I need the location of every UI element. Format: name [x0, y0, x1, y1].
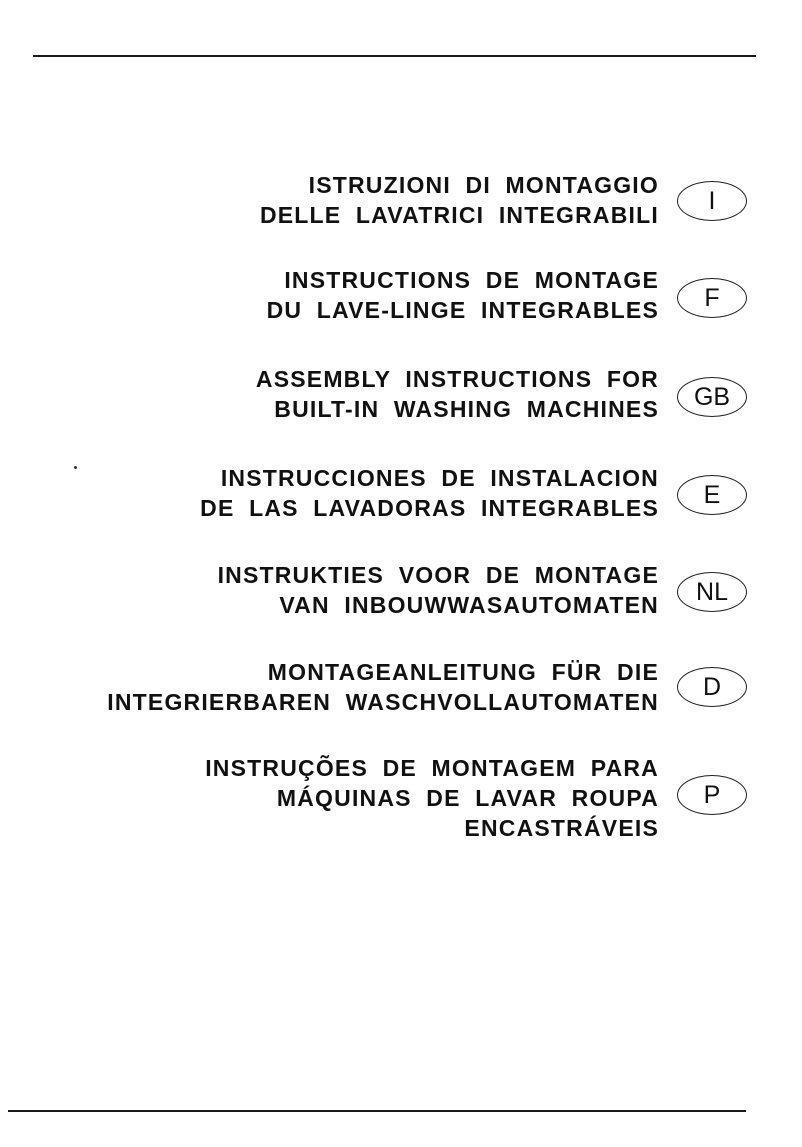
section-title-line: INTEGRIERBAREN WASCHVOLLAUTOMATEN: [107, 689, 659, 715]
section-title-line: INSTRUCCIONES DE INSTALACION: [220, 465, 659, 491]
section-title-line: INSTRUÇÕES DE MONTAGEM PARA: [205, 755, 659, 781]
language-badge-i: I: [677, 181, 747, 221]
section-french: [267, 265, 659, 325]
section-english: [256, 364, 659, 424]
section-title-line: ASSEMBLY INSTRUCTIONS FOR: [255, 366, 659, 392]
section-german: [107, 657, 659, 717]
top-rule: [33, 55, 756, 57]
section-title-line: INSTRUCTIONS DE MONTAGE: [284, 267, 659, 293]
section-title-line: DE LAS LAVADORAS INTEGRABLES: [200, 495, 659, 521]
section-title-line: BUILT-IN WASHING MACHINES: [274, 396, 659, 422]
language-badge-d: D: [677, 667, 747, 707]
section-title-line: INSTRUKTIES VOOR DE MONTAGE: [217, 562, 659, 588]
bottom-rule: [8, 1110, 746, 1112]
language-badge-f: F: [677, 278, 747, 318]
section-title-line: DU LAVE-LINGE INTEGRABLES: [266, 297, 659, 323]
section-spanish: [200, 463, 659, 523]
section-title-line: VAN INBOUWWASAUTOMATEN: [279, 592, 659, 618]
language-badge-e: E: [677, 475, 747, 515]
language-badge-nl: NL: [677, 572, 747, 612]
section-title-line: DELLE LAVATRICI INTEGRABILI: [259, 202, 659, 228]
scan-speck: [74, 466, 77, 469]
section-dutch: [218, 560, 659, 620]
section-title-line: MONTAGEANLEITUNG FÜR DIE: [267, 659, 659, 685]
section-title-line: ISTRUZIONI DI MONTAGGIO: [308, 172, 659, 198]
section-portuguese: [205, 753, 659, 843]
section-title-line: ENCASTRÁVEIS: [464, 815, 659, 841]
language-badge-gb: GB: [677, 377, 747, 417]
section-italian: [260, 170, 659, 230]
section-title-line: MÁQUINAS DE LAVAR ROUPA: [276, 785, 659, 811]
language-badge-p: P: [677, 775, 747, 815]
